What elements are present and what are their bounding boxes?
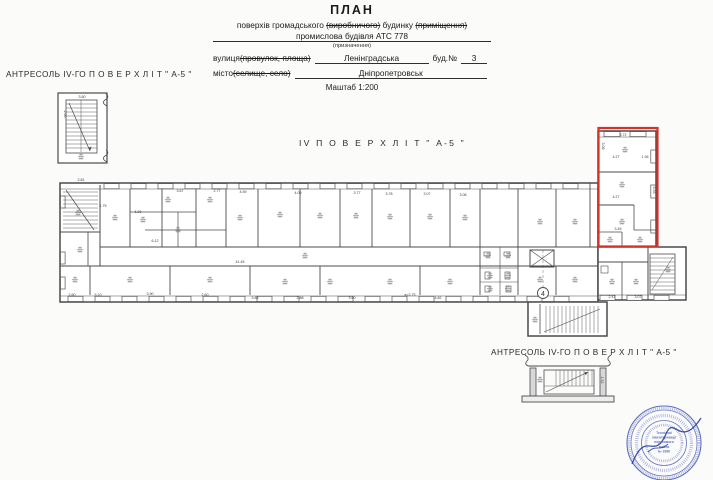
dimension-label: 1.36 xyxy=(641,155,649,159)
window-icon xyxy=(311,296,326,301)
window-icon xyxy=(68,296,83,301)
dimension-label: 8.53 xyxy=(652,186,656,194)
room-number-label xyxy=(537,377,543,383)
dimension-label: в=3.75 xyxy=(404,293,416,297)
designation-note: (призначення) xyxy=(332,42,372,49)
dimension-label: 3.80 xyxy=(78,95,86,99)
dimension-label: 3.08 xyxy=(601,142,605,150)
window-icon xyxy=(320,184,335,189)
window-icon xyxy=(554,296,569,301)
left-mezzanine-label: АНТРЕСОЛЬ IV-ГО П О В Е Р Х Л І Т " А-5 " xyxy=(6,70,192,79)
window-icon xyxy=(536,184,551,189)
subtitle-part: поверхів громадського xyxy=(236,19,327,30)
dimension-label: 3.67 xyxy=(176,189,184,193)
main-floor-plan xyxy=(60,131,686,336)
plan-title: ПЛАН xyxy=(330,3,374,17)
house-number-value: 3 xyxy=(461,53,487,64)
dimension-label: 1.52 xyxy=(600,376,604,384)
window-icon xyxy=(455,184,470,189)
dimension-label: 4.27 xyxy=(612,195,620,199)
window-icon xyxy=(654,295,669,300)
window-icon xyxy=(604,132,620,137)
dimension-label: 4.05 xyxy=(294,191,302,195)
dimension-label: 3.78 xyxy=(385,192,393,196)
left-stair-detail xyxy=(58,93,108,163)
window-icon xyxy=(365,296,380,301)
window-icon xyxy=(651,150,656,163)
break-line-squiggle xyxy=(608,355,611,366)
break-line-squiggle xyxy=(525,355,528,366)
right-mezzanine-label: АНТРЕСОЛЬ IV-ГО П О В Е Р Х Л І Т " А-5 " xyxy=(491,348,677,357)
stamp-center-text xyxy=(652,431,677,453)
stamp-text-line: інвентаризації xyxy=(651,435,677,440)
house-number-label: буд.№ xyxy=(432,52,457,63)
window-icon xyxy=(61,196,66,208)
window-icon xyxy=(158,184,173,189)
floor-title-label: IV П О В Е Р Х Л І Т " А-5 " xyxy=(299,138,466,148)
dimension-label: 3.77 xyxy=(353,191,361,195)
building-type-value: промислова будівля АТС 778 xyxy=(295,30,409,41)
window-icon xyxy=(61,277,66,289)
dimension-label: 3.08 xyxy=(459,193,467,197)
window-icon xyxy=(131,184,146,189)
east-extension-outline xyxy=(598,247,686,300)
window-icon xyxy=(61,252,66,264)
window-icon xyxy=(401,184,416,189)
stamp-text-line: № 3390 xyxy=(657,449,671,454)
dimension-label: 3.60 xyxy=(348,296,356,300)
scale-note: Маштаб 1:200 xyxy=(325,82,379,92)
window-icon xyxy=(185,184,200,189)
dimension-label: 6.12 xyxy=(151,239,159,243)
window-icon xyxy=(500,296,515,301)
window-icon xyxy=(374,184,389,189)
subtitle-part-struck: (виробничого) xyxy=(326,19,381,30)
dimension-label: 3.86 xyxy=(251,296,259,300)
official-stamp xyxy=(627,406,701,480)
dimension-label: 1.75 xyxy=(99,204,107,208)
window-icon xyxy=(122,296,137,301)
window-icon xyxy=(203,296,218,301)
dimension-label: 2.60 xyxy=(63,110,67,118)
dimension-label: 2.47 xyxy=(608,295,616,299)
street-label: вулиця xyxy=(213,52,240,63)
dimension-label: 41.45 xyxy=(235,260,245,264)
city-label-struck: (селище, село) xyxy=(233,67,291,78)
window-icon xyxy=(630,132,646,137)
window-icon xyxy=(446,296,461,301)
dimension-label: 4.27 xyxy=(612,155,620,159)
street-value: Ленінградська xyxy=(315,53,429,64)
window-icon xyxy=(651,220,656,233)
window-icon xyxy=(293,184,308,189)
stamp-text-line: майна xyxy=(658,444,670,449)
dimension-label: 2.60 xyxy=(68,293,76,297)
window-icon xyxy=(95,296,110,301)
dimension-label: 1.21 xyxy=(134,210,142,214)
dimension-label: 2.77 xyxy=(213,189,221,193)
dimension-label: 3.07 xyxy=(423,192,431,196)
window-icon xyxy=(482,184,497,189)
dimension-label: 4.59 xyxy=(239,190,247,194)
dimension-label: 3.45 xyxy=(614,227,622,231)
subtitle-part-struck: (приміщення) xyxy=(415,19,468,30)
window-icon xyxy=(257,296,272,301)
dimension-label: 5.10 xyxy=(94,293,102,297)
axis-marker-number: 4 xyxy=(541,290,545,298)
window-icon xyxy=(428,184,443,189)
window-icon xyxy=(266,184,281,189)
stamp-text-line: нерухомого xyxy=(654,440,674,445)
window-icon xyxy=(239,184,254,189)
window-icon xyxy=(104,184,119,189)
dimension-label: 4.82 xyxy=(434,296,442,300)
subtitle-part: будинку xyxy=(380,19,416,30)
stamp-text-line: Технічної xyxy=(656,431,672,435)
dimension-label: 3.07 xyxy=(634,295,642,299)
window-icon xyxy=(509,184,524,189)
window-icon xyxy=(563,184,578,189)
window-icon xyxy=(473,296,488,301)
city-label: місто xyxy=(213,67,234,78)
dimension-label: 2.60 xyxy=(201,293,209,297)
dimension-label: 3.90 xyxy=(146,292,154,296)
dimension-label: 2.81 xyxy=(77,178,85,182)
window-icon xyxy=(347,184,362,189)
window-icon xyxy=(149,296,164,301)
window-icon xyxy=(176,296,191,301)
city-value: Дніпропетровськ xyxy=(295,68,487,79)
window-icon xyxy=(230,296,245,301)
dimension-label: 5.72 xyxy=(619,133,627,137)
street-label-struck: (провулок, площа) xyxy=(239,52,311,63)
window-icon xyxy=(419,296,434,301)
dimension-label: 2.88 xyxy=(296,296,304,300)
window-icon xyxy=(392,296,407,301)
